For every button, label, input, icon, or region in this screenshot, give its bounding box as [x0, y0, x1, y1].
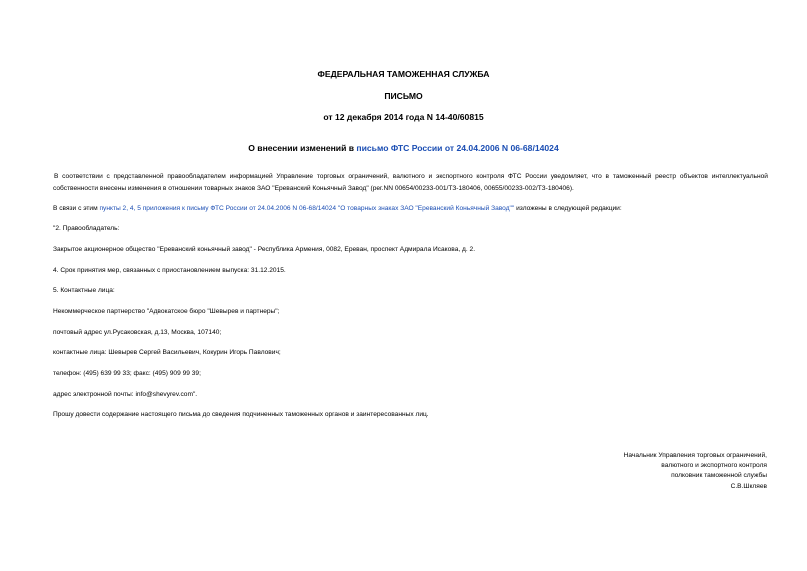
paragraph-2-link[interactable]: пункты 2, 4, 5 приложения к письму ФТС России от 24.04.2006 N 06-68/14024 "О товарных знаках ЗАО "Ереванский Коньячный Завод"" — [99, 205, 515, 212]
paragraph-7: Некоммерческое партнерство "Адвокатское бюро "Шевырев и партнеры"; — [53, 308, 280, 315]
paragraph-3: "2. Правообладатель: — [53, 225, 120, 232]
document-date-number: от 12 декабря 2014 года N 14-40/60815 — [323, 112, 484, 122]
paragraph-2-prefix: В связи с этим — [53, 205, 100, 212]
paragraph-11: адрес электронной почты: info@shevyrev.com". — [53, 391, 198, 398]
paragraph-9: контактные лица: Шевырев Сергей Васильевич, Кокурин Игорь Павлович; — [53, 349, 281, 356]
paragraph-8: почтовый адрес ул.Русаковская, д.13, Москва, 107140; — [53, 329, 222, 336]
signature-line-3: полковник таможенной службы — [671, 472, 767, 480]
document-subject — [0, 143, 807, 153]
paragraph-1-text: В соответствии с представленной правообладателем информацией Управление торговых ограничений, валютного и экспортного контроля ФТС России уведомляет, что в таможенный реестр объектов интеллектуальной собственности внесены изменения в отношении товарных знаков ЗАО "Ереванский Коньячный Завод" (рег.NN 00654/00233-001/ТЗ-180406, 00655/00233-002/ТЗ-180406). — [53, 173, 768, 192]
subject-link[interactable]: письмо ФТС России от 24.04.2006 N 06-68/14024 — [356, 143, 559, 153]
subject-prefix: О внесении изменений в — [248, 143, 357, 153]
paragraph-2-suffix: изложены в следующей редакции: — [514, 205, 622, 212]
signature-line-2: валютного и экспортного контроля — [661, 462, 767, 470]
paragraph-5: 4. Срок принятия мер, связанных с приостановлением выпуска: 31.12.2015. — [53, 267, 286, 274]
paragraph-6: 5. Контактные лица: — [53, 287, 115, 294]
paragraph-2 — [53, 205, 622, 212]
paragraph-1 — [53, 171, 768, 194]
paragraph-10: телефон: (495) 639 99 33; факс: (495) 909 99 39; — [53, 370, 201, 377]
signature-line-1: Начальник Управления торговых ограничений, — [623, 452, 767, 459]
agency-title: ФЕДЕРАЛЬНАЯ ТАМОЖЕННАЯ СЛУЖБА — [317, 69, 490, 79]
signature-name: С.В.Шкляев — [730, 482, 767, 490]
signature-block — [467, 451, 767, 492]
paragraph-12: Прошу довести содержание настоящего письма до сведения подчиненных таможенных органов и заинтересованных лиц. — [53, 411, 429, 418]
document-type: ПИСЬМО — [384, 91, 423, 101]
paragraph-4: Закрытое акционерное общество "Ереванский коньячный завод" - Республика Армения, 0082, Ереван, проспект Адмирала Исакова, д. 2. — [53, 246, 476, 253]
